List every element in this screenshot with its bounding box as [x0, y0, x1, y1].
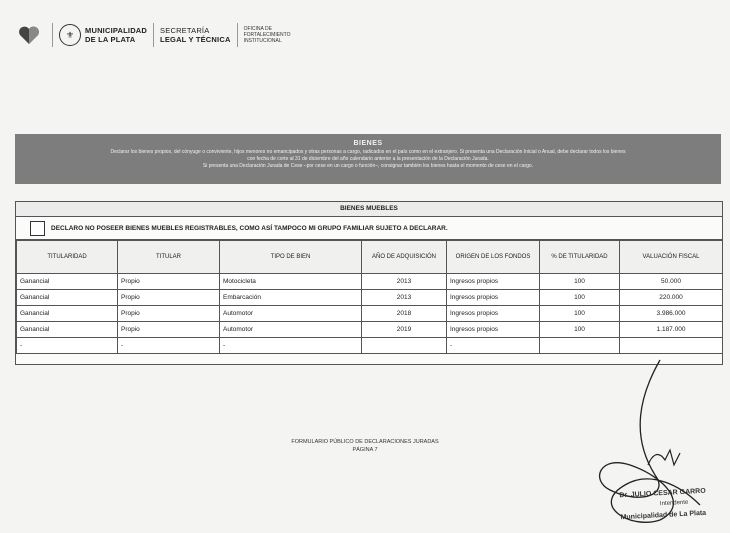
no-assets-checkbox[interactable]: [30, 221, 45, 236]
table-row: Ganancial Propio Automotor 2019 Ingresos propios 100 1.187.000: [17, 322, 723, 338]
header-ano-adquisicion: AÑO DE ADQUISICIÓN: [362, 241, 447, 274]
table-row: Ganancial Propio Automotor 2018 Ingresos propios 100 3.986.000: [17, 306, 723, 322]
banner-instructions: Declarar los bienes propios, del cónyuge o conviviente, hijos menores no emancipados y otras personas a cargo, radicados en el país como en el extranjero. Si presenta una Declaración Inicial o Anual, debe declarar todos los bienes con fecha de corte al 31 de diciembre del año calendario anterior a la presentación de la Declaración Jurada. Si presenta una Declaración Jurada de Cese –por cese en un cargo o función–, consignar también los bienes hasta el momento de cese en el cargo.: [110, 149, 626, 169]
assets-table: [16, 240, 723, 354]
header-origen-fondos: ORIGEN DE LOS FONDOS: [447, 241, 540, 274]
header-divider: [153, 23, 154, 47]
bienes-muebles-section: [15, 201, 723, 365]
heart-logo-icon: [18, 25, 40, 45]
table-row: - - - -: [17, 338, 723, 354]
page-number: PÁGINA 7: [352, 447, 378, 453]
header-valuacion-fiscal: VALUACIÓN FISCAL: [620, 241, 723, 274]
section-banner: [15, 134, 721, 184]
page-footer: FORMULARIO PÚBLICO DE DECLARACIONES JURADAS PÁGINA 7: [0, 438, 730, 454]
header-porcentaje-titularidad: % DE TITULARIDAD: [540, 241, 620, 274]
municipal-seal-icon: ⚜: [59, 24, 81, 46]
secretariat-name: SECRETARÍA LEGAL Y TÉCNICA: [160, 26, 231, 44]
no-assets-checkbox-label: DECLARO NO POSEER BIENES MUEBLES REGISTRABLES, COMO ASÍ TAMPOCO MI GRUPO FAMILIAR SUJETO A DECLARAR.: [51, 224, 448, 232]
header-titularidad: TITULARIDAD: [17, 241, 118, 274]
no-assets-declaration: [16, 217, 722, 240]
header-divider: [237, 23, 238, 47]
office-name: OFICINA DE FORTALECIMIENTO INSTITUCIONAL: [243, 26, 291, 44]
table-row: Ganancial Propio Embarcación 2013 Ingresos propios 100 220.000: [17, 290, 723, 306]
header-titular: TITULAR: [118, 241, 220, 274]
banner-title: BIENES: [353, 140, 383, 147]
header-tipo-de-bien: TIPO DE BIEN: [220, 241, 362, 274]
header-divider: [52, 23, 53, 47]
municipality-name: MUNICIPALIDAD DE LA PLATA: [85, 26, 148, 44]
page-header: [18, 20, 291, 50]
table-row: Ganancial Propio Motocicleta 2013 Ingresos propios 100 50.000: [17, 274, 723, 290]
table-header-row: [17, 241, 723, 274]
official-stamp: Dr. JULIO CESAR GARRO Intendente Municipalidad de La Plata: [619, 487, 707, 522]
section-title: BIENES MUEBLES: [16, 202, 722, 217]
